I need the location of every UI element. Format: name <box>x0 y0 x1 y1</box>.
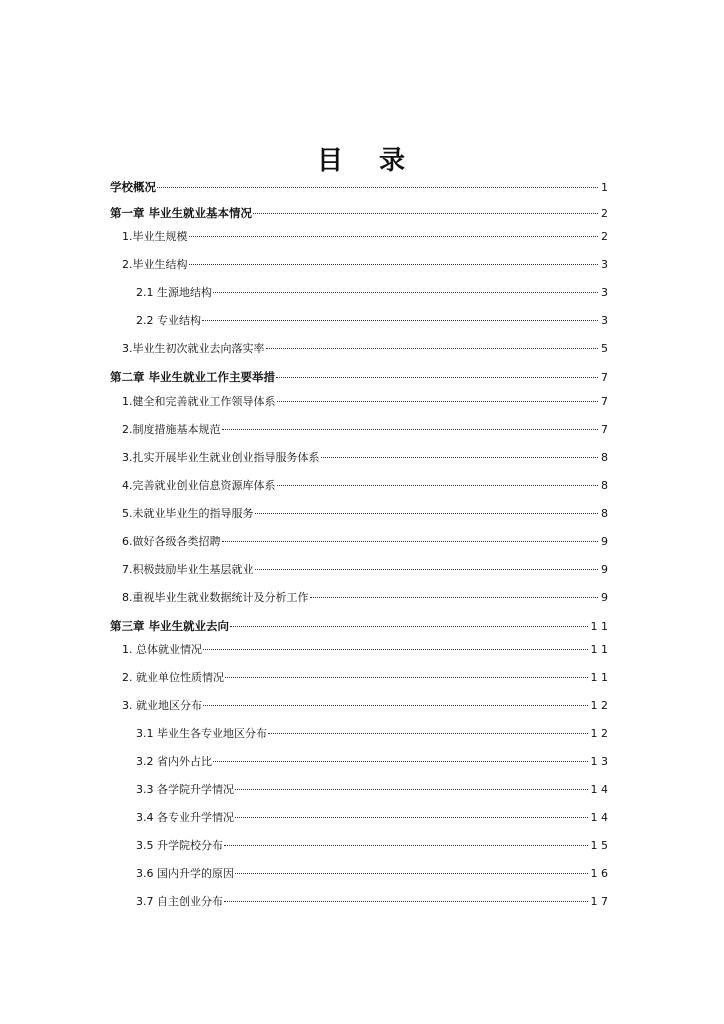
toc-entry-3-3-2[interactable] <box>136 754 608 770</box>
dot-leader <box>225 677 588 678</box>
dot-leader <box>310 597 599 598</box>
toc-entry-label: 第二章 毕业生就业工作主要举措 <box>110 370 276 384</box>
toc-entry-page: 1 7 <box>590 895 608 908</box>
toc-entry-label: 2. 就业单位性质情况 <box>122 671 224 684</box>
toc-entry-page: 7 <box>601 371 608 384</box>
toc-entry-2-8[interactable] <box>122 590 608 606</box>
dot-leader <box>255 569 599 570</box>
toc-entry-label: 3.1 毕业生各专业地区分布 <box>136 727 267 740</box>
toc-title-char-2: 录 <box>379 146 408 176</box>
toc-entry-label: 5.未就业毕业生的指导服务 <box>122 507 254 520</box>
toc-entry-label: 7.积极鼓励毕业生基层就业 <box>122 563 254 576</box>
toc-entry-label: 3. 就业地区分布 <box>122 699 202 712</box>
toc-entry-page: 8 <box>601 479 608 492</box>
dot-leader <box>277 401 599 402</box>
toc-entry-page: 1 <box>601 181 608 194</box>
toc-entry-label: 3.7 自主创业分布 <box>136 895 223 908</box>
toc-entry-page: 3 <box>601 258 608 271</box>
toc-entry-label: 第一章 毕业生就业基本情况 <box>110 206 253 220</box>
dot-leader <box>235 873 588 874</box>
toc-entry-label: 3.扎实开展毕业生就业创业指导服务体系 <box>122 451 320 464</box>
toc-entry-2-6[interactable] <box>122 534 608 550</box>
toc-entry-2-2[interactable] <box>122 422 608 438</box>
toc-title-char-1: 目 <box>316 146 345 176</box>
dot-leader <box>224 901 588 902</box>
toc-entry-label: 3.2 省内外占比 <box>136 755 212 768</box>
dot-leader <box>253 213 598 214</box>
toc-entry-label: 3.6 国内升学的原因 <box>136 867 234 880</box>
toc-entry-page: 3 <box>601 314 608 327</box>
toc-entry-page: 9 <box>601 563 608 576</box>
toc-entry-3-3-5[interactable] <box>136 838 608 854</box>
dot-leader <box>276 377 598 378</box>
toc-entry-label: 1. 总体就业情况 <box>122 643 202 656</box>
dot-leader <box>202 320 598 321</box>
dot-leader <box>255 513 599 514</box>
dot-leader <box>189 236 599 237</box>
toc-entry-2-7[interactable] <box>122 562 608 578</box>
toc-entry-page: 2 <box>601 207 608 220</box>
dot-leader <box>321 457 599 458</box>
toc-entry-2-4[interactable] <box>122 478 608 494</box>
toc-entry-page: 1 4 <box>590 783 608 796</box>
toc-entry-3-3-6[interactable] <box>136 866 608 882</box>
toc-entry-label: 2.制度措施基本规范 <box>122 423 221 436</box>
toc-entry-label: 2.毕业生结构 <box>122 258 188 271</box>
toc-entry-page: 1 4 <box>590 811 608 824</box>
toc-entry-label: 2.1 生源地结构 <box>136 286 212 299</box>
toc-entry-page: 1 2 <box>590 699 608 712</box>
dot-leader <box>222 541 599 542</box>
toc-entry-label: 3.毕业生初次就业去向落实率 <box>122 342 265 355</box>
toc-entry-1-3[interactable] <box>122 341 608 357</box>
dot-leader <box>235 817 588 818</box>
toc-entry-2-3[interactable] <box>122 450 608 466</box>
toc-entry-1-2-2[interactable] <box>136 313 608 329</box>
toc-entry-3-3[interactable] <box>122 698 608 714</box>
toc-entry-page: 8 <box>601 451 608 464</box>
dot-leader <box>222 429 599 430</box>
dot-leader <box>224 845 588 846</box>
toc-entry-page: 1 1 <box>590 643 608 656</box>
toc-entry-chapter-1[interactable] <box>110 205 608 221</box>
toc-entry-1-2-1[interactable] <box>136 285 608 301</box>
dot-leader <box>213 292 598 293</box>
toc-entry-page: 1 1 <box>590 671 608 684</box>
dot-leader <box>230 626 587 627</box>
toc-entry-page: 8 <box>601 507 608 520</box>
dot-leader <box>213 761 588 762</box>
toc-entry-label: 学校概况 <box>110 180 156 194</box>
toc-entry-label: 第三章 毕业生就业去向 <box>110 619 230 633</box>
toc-entry-label: 6.做好各级各类招聘 <box>122 535 221 548</box>
toc-entry-school-overview[interactable] <box>110 179 608 195</box>
toc-entry-3-3-3[interactable] <box>136 782 608 798</box>
toc-entry-3-3-4[interactable] <box>136 810 608 826</box>
toc-entry-label: 3.5 升学院校分布 <box>136 839 223 852</box>
toc-entry-label: 4.完善就业创业信息资源库体系 <box>122 479 276 492</box>
toc-entry-page: 5 <box>601 342 608 355</box>
dot-leader <box>266 348 599 349</box>
toc-entry-label: 1.健全和完善就业工作领导体系 <box>122 395 276 408</box>
toc-entry-page: 3 <box>601 286 608 299</box>
toc-entry-page: 9 <box>601 535 608 548</box>
toc-entry-3-1[interactable] <box>122 642 608 658</box>
toc-entry-page: 1 6 <box>590 867 608 880</box>
toc-entry-label: 3.3 各学院升学情况 <box>136 783 234 796</box>
toc-entry-3-3-1[interactable] <box>136 726 608 742</box>
toc-entry-label: 3.4 各专业升学情况 <box>136 811 234 824</box>
dot-leader <box>235 789 588 790</box>
toc-entry-page: 2 <box>601 230 608 243</box>
toc-entry-3-3-7[interactable] <box>136 894 608 910</box>
toc-entry-page: 1 1 <box>590 620 608 633</box>
toc-entry-page: 1 5 <box>590 839 608 852</box>
toc-entry-page: 9 <box>601 591 608 604</box>
toc-entry-2-5[interactable] <box>122 506 608 522</box>
toc-entry-page: 7 <box>601 423 608 436</box>
toc-entry-2-1[interactable] <box>122 394 608 410</box>
toc-entry-3-2[interactable] <box>122 670 608 686</box>
dot-leader <box>277 485 599 486</box>
toc-entry-page: 1 2 <box>590 727 608 740</box>
dot-leader <box>203 705 588 706</box>
toc-entry-page: 7 <box>601 395 608 408</box>
toc-entry-1-1[interactable] <box>122 229 608 245</box>
toc-entry-label: 1.毕业生规模 <box>122 230 188 243</box>
dot-leader <box>157 187 598 188</box>
dot-leader <box>268 733 588 734</box>
toc-entry-1-2[interactable] <box>122 257 608 273</box>
toc-entry-label: 2.2 专业结构 <box>136 314 201 327</box>
toc-entry-label: 8.重视毕业生就业数据统计及分析工作 <box>122 591 309 604</box>
toc-entry-chapter-3[interactable] <box>110 618 608 634</box>
dot-leader <box>203 649 588 650</box>
toc-entry-page: 1 3 <box>590 755 608 768</box>
dot-leader <box>189 264 599 265</box>
toc-entry-chapter-2[interactable] <box>110 369 608 385</box>
